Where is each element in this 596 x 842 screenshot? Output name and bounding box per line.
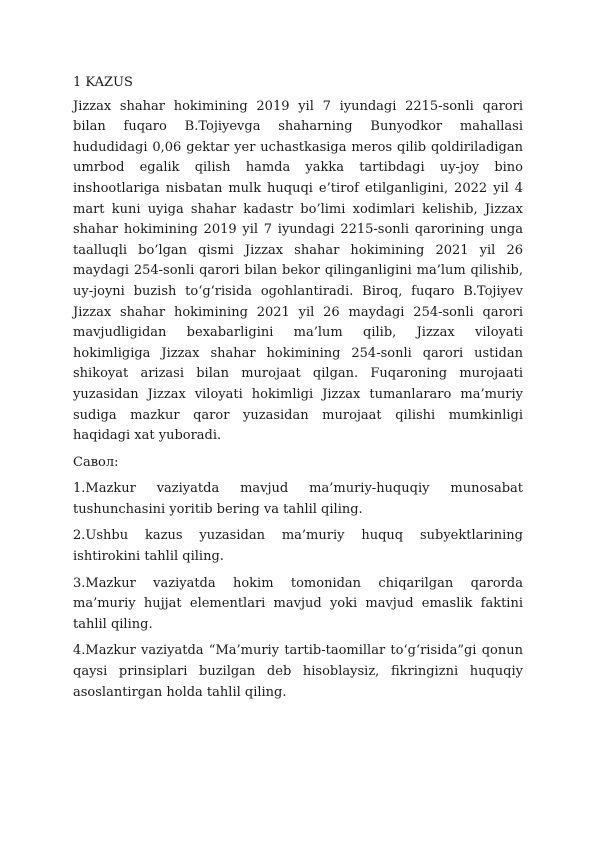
question-2: 2.Ushbu kazus yuzasidan ma’muriy huquq subyektlarining ishtirokini tahlil qiling. bbox=[73, 528, 523, 565]
question-4: 4.Mazkur vaziyatda “Ma’muriy tartib-taomillar to‘g‘risida”gi qonun qaysi prinsiplari buzilgan deb hisoblaysiz, fikringizni huquqiy asoslantirgan holda tahlil qiling. bbox=[73, 643, 523, 700]
question-3: 3.Mazkur vaziyatda hokim tomonidan chiqarilgan qarorda ma’muriy hujjat elementlari mavjud yoki mavjud emaslik faktini tahlil qiling. bbox=[73, 575, 523, 632]
document-page bbox=[73, 73, 523, 709]
case-text: Jizzax shahar hokimining 2019 yil 7 iyundagi 2215-sonli qarori bilan fuqaro B.Tojiyevga shaharning Bunyodkor mahallasi hududidagi 0,06 gektar yer uchastkasiga meros qilib qoldiriladigan umrbod egalik qilish hamda yakka tartibdagi uy-joy bino inshootlariga nisbatan mulk huquqi e’tirof etilganligini, 2022 yil 4 mart kuni uyiga shahar kadastr bo’limi xodimlari kelishib, Jizzax shahar hokimining 2019 yil 7 iyundagi 2215-sonli qarorining unga taalluqli bo’lgan qismi Jizzax shahar hokimining 2021 yil 26 maydagi 254-sonli qarori bilan bekor qilinganligini ma’lum qilishib, uy-joyni buzish to‘g‘risida ogohlantiradi. Biroq, fuqaro B.Tojiyev Jizzax shahar hokimining 2021 yil 26 maydagi 254-sonli qarori mavjudligidan bexabarligini ma’lum qilib, Jizzax viloyati hokimligiga Jizzax shahar hokimining 254-sonli qarori ustidan shikoyat arizasi bilan murojaat qilgan. Fuqaroning murojaati yuzasidan Jizzax viloyati hokimligi Jizzax tumanlararo ma’muriy sudiga mazkur qaror yuzasidan murojaat qilishi mumkinligi haqidagi xat yuboradi. bbox=[73, 98, 523, 444]
question-label: Савол: bbox=[73, 454, 119, 470]
question-1: 1.Mazkur vaziyatda mavjud ma’muriy-huquqiy munosabat tushunchasini yoritib bering va tahlil qiling. bbox=[73, 481, 523, 517]
case-title: 1 KAZUS bbox=[73, 75, 133, 90]
